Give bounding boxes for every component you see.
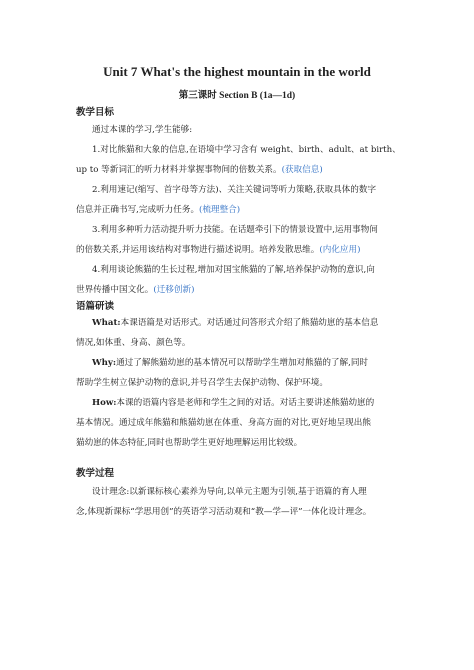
goals-intro: 通过本课的学习,学生能够: bbox=[92, 125, 193, 135]
goal-2-line-2 bbox=[76, 200, 406, 220]
why-line-1 bbox=[76, 353, 406, 373]
goal-4-line-1: 4.利用谈论熊猫的生长过程,增加对国宝熊猫的了解,培养保护动物的意识,向 bbox=[92, 265, 375, 275]
goal-3-tag: (内化应用) bbox=[319, 245, 361, 255]
how-line-2: 基本情况。通过成年熊猫和熊猫幼崽在体重、身高方面的对比,更好地呈现出熊 bbox=[76, 418, 371, 428]
goal-2-text: 信息并正确书写,完成听力任务。 bbox=[76, 205, 200, 215]
why-line-2: 帮助学生树立保护动物的意识,并号召学生去保护动物、保护环境。 bbox=[76, 378, 328, 388]
why-label: Why: bbox=[92, 358, 117, 368]
heading-teaching-process: 教学过程 bbox=[76, 468, 115, 479]
goal-3-line-2 bbox=[76, 240, 406, 260]
goals-list bbox=[76, 120, 406, 300]
what-label: What: bbox=[92, 318, 121, 328]
goal-3-text: 的倍数关系,并运用该结构对事物进行描述说明。培养发散思维。 bbox=[76, 245, 320, 255]
goal-1-line-2 bbox=[76, 160, 406, 180]
document-title: Unit 7 What's the highest mountain in the world bbox=[103, 64, 371, 79]
process-line-1: 设计理念:以新课标核心素养为导向,以单元主题为引领,基于语篇的育人理 bbox=[92, 487, 367, 497]
goal-1-text: up to 等新词汇的听力材料并掌握事物间的倍数关系。 bbox=[76, 165, 282, 175]
lesson-subtitle: 第三课时 Section B (1a—1d) bbox=[178, 91, 296, 101]
goal-1-tag: (获取信息) bbox=[281, 165, 323, 175]
what-line-1 bbox=[76, 313, 406, 333]
how-text: 本课的语篇内容是老师和学生之间的对话。对话主要讲述熊猫幼崽的 bbox=[116, 398, 375, 408]
heading-teaching-goals: 教学目标 bbox=[76, 107, 115, 118]
goal-2-line-1: 2.利用速记(缩写、首字母等方法)、关注关键词等听力策略,获取具体的数字 bbox=[92, 185, 377, 195]
heading-text-analysis: 语篇研读 bbox=[76, 301, 115, 312]
goal-4-line-2 bbox=[76, 280, 406, 300]
how-line-1 bbox=[76, 393, 406, 413]
what-text: 本课语篇是对话形式。对话通过问答形式介绍了熊猫幼崽的基本信息 bbox=[120, 318, 379, 328]
goal-4-text: 世界传播中国文化。 bbox=[76, 285, 154, 295]
how-label: How: bbox=[92, 398, 117, 408]
process-block bbox=[76, 482, 406, 522]
what-line-2: 情况,如体重、身高、颜色等。 bbox=[76, 338, 191, 348]
goal-3-line-1: 3.利用多种听力活动提升听力技能。在话题牵引下的情景设置中,运用事物间 bbox=[92, 225, 378, 235]
process-line-2: 念,体现新课标“学思用创”的英语学习活动观和“教—学—评”一体化设计理念。 bbox=[76, 507, 372, 517]
goal-2-tag: (梳理整合) bbox=[199, 205, 241, 215]
why-text: 通过了解熊猫幼崽的基本情况可以帮助学生增加对熊猫的了解,同时 bbox=[116, 358, 369, 368]
how-line-3: 猫幼崽的体态特征,同时也帮助学生更好地理解运用比较级。 bbox=[76, 438, 303, 448]
goal-1-line-1: 1.对比熊猫和大象的信息,在语境中学习含有 weight、birth、adult、at birth、 bbox=[92, 145, 401, 155]
analysis-block bbox=[76, 313, 406, 453]
goal-4-tag: (迁移创新) bbox=[153, 285, 195, 295]
